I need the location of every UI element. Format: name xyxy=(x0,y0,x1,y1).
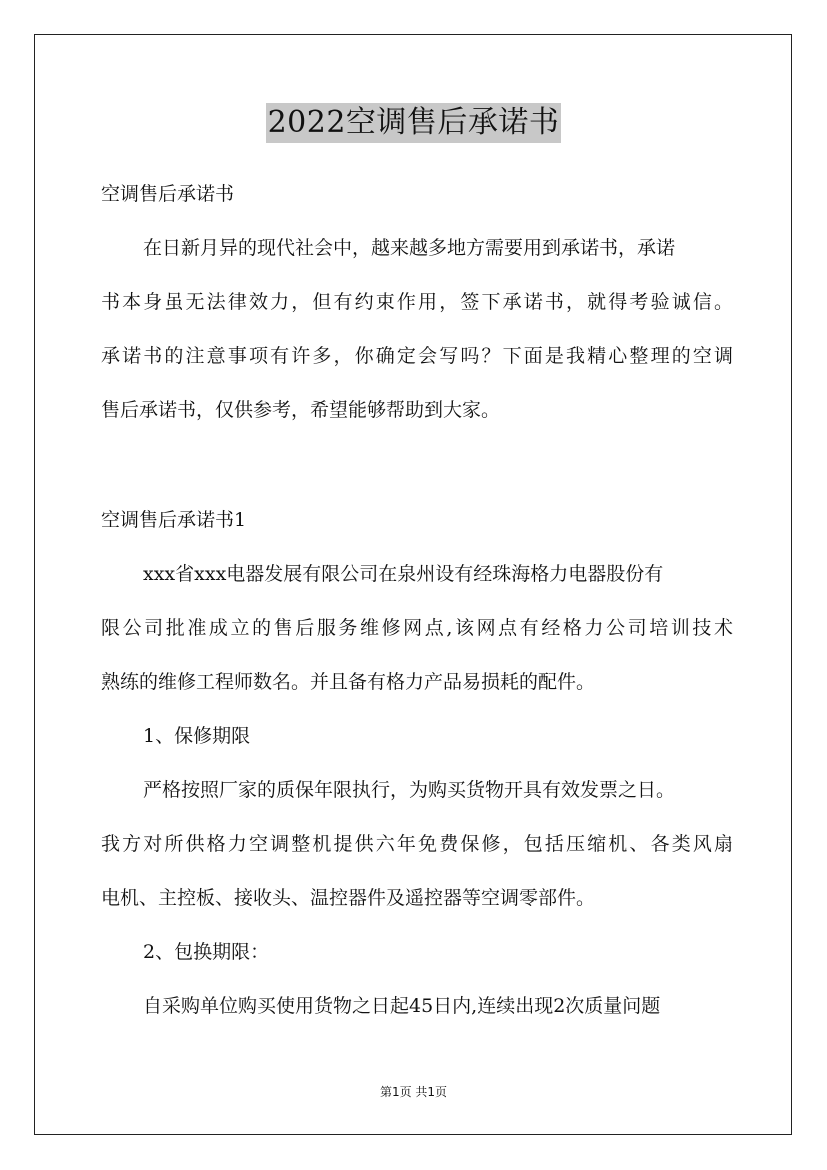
section1-line-1: xxx省xxx电器发展有限公司在泉州设有经珠海格力电器股份有 xyxy=(143,563,664,585)
item1-line-2: 我方对所供格力空调整机提供六年免费保修，包括压缩机、各类风扇 xyxy=(101,833,733,855)
intro-line-3: 承诺书的注意事项有许多，你确定会写吗？下面是我精心整理的空调 xyxy=(101,345,733,367)
item2-heading: 2、包换期限： xyxy=(143,941,270,963)
title-wrap xyxy=(0,103,827,143)
section1-line-2: 限公司批准成立的售后服务维修网点,该网点有经格力公司培训技术 xyxy=(101,617,733,639)
subtitle: 空调售后承诺书 xyxy=(101,183,235,205)
section1-line-3: 熟练的维修工程师数名。并且备有格力产品易损耗的配件。 xyxy=(101,671,596,693)
intro-line-2: 书本身虽无法律效力，但有约束作用，签下承诺书，就得考验诚信。 xyxy=(101,291,733,313)
document-title: 2022空调售后承诺书 xyxy=(266,103,562,143)
intro-line-1: 在日新月异的现代社会中，越来越多地方需要用到承诺书，承诺 xyxy=(143,237,676,259)
page-footer: 第1页 共1页 xyxy=(379,1085,448,1099)
item1-heading: 1、保修期限 xyxy=(143,725,251,747)
item1-line-3: 电机、主控板、接收头、温控器件及遥控器等空调零部件。 xyxy=(101,887,596,909)
section1-heading: 空调售后承诺书1 xyxy=(101,509,247,531)
item1-line-1: 严格按照厂家的质保年限执行，为购买货物开具有效发票之日。 xyxy=(143,779,676,801)
item2-line-1: 自采购单位购买使用货物之日起45日内,连续出现2次质量问题 xyxy=(143,995,661,1017)
intro-line-4: 售后承诺书，仅供参考，希望能够帮助到大家。 xyxy=(101,399,501,421)
